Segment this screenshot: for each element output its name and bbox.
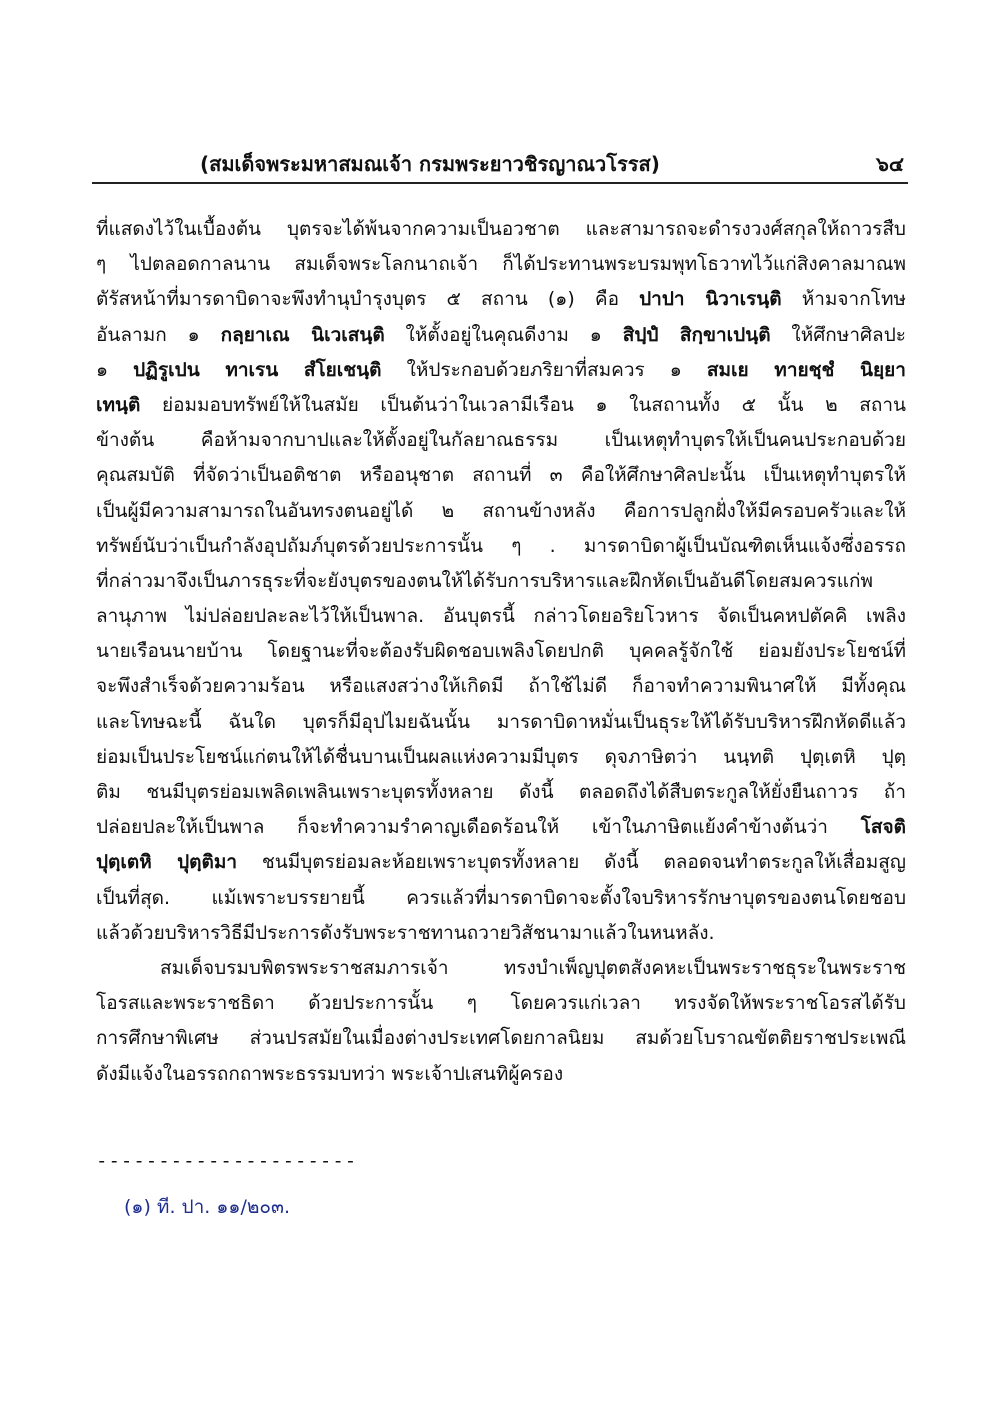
text-line [96, 881, 906, 916]
text-run: การศึกษาพิเศษ ส่วนปรสมัยในเมื่องต่างประเทศโดยกาลนิยม สมด้วยโบราณขัตติยราชประเพณี [96, 1027, 906, 1050]
text-run: ๑ [96, 358, 134, 381]
text-line [96, 212, 906, 247]
text-run: ย่อมมอบทรัพย์ให้ในสมัย เป็นต้นว่าในเวลามีเรือน ๑ ในสถานทั้ง ๕ นั้น ๒ สถาน [140, 393, 906, 416]
text-run: ข้างต้น คือห้ามจากบาปและให้ตั้งอยู่ในกัลยาณธรรม เป็นเหตุทำบุตรให้เป็นคนประกอบด้วย [96, 429, 906, 452]
text-line [96, 705, 906, 740]
text-run: ติม ชนมีบุตรย่อมเพลิดเพลินเพราะบุตรทั้งหลาย ดังนี้ ตลอดถึงได้สืบตระกูลให้ยั่งยืนถาวร ถ้า [96, 781, 906, 803]
text-line [96, 599, 906, 634]
text-line [96, 669, 906, 704]
text-line [96, 1021, 906, 1056]
text-run: ปล่อยปละให้เป็นพาล ก็จะทำความรำคาญเดือดร้อนให้ เข้าในภาษิตแย้งคำข้างต้นว่า [96, 816, 861, 839]
text-line [96, 740, 906, 775]
pali-term: ปาปา นิวาเรนฺติ [639, 288, 782, 311]
text-run: ให้ศึกษาศิลปะ [770, 323, 906, 346]
text-run: ที่กล่าวมาจึงเป็นภารธุระที่จะยังบุตรของตนให้ได้รับการบริหารและฝึกหัดเป็นอันดีโดยสมควรแก่พ [96, 569, 873, 592]
pali-term: ปฏิรูเปน ทาเรน สํโยเชนฺติ [133, 358, 382, 381]
text-run: เป็นที่สุด. แม้เพราะบรรยายนี้ ควรแล้วที่มารดาบิดาจะตั้งใจบริหารรักษาบุตรของตนโดยชอบ [96, 886, 906, 909]
body-text [96, 212, 906, 1092]
text-run: และโทษฉะนี้ ฉันใด บุตรก็มีอุปไมยฉันนั้น มารดาบิดาหมั่นเป็นธุระให้ได้รับบริหารฝึกหัดดีแล้ว [96, 710, 906, 733]
pali-term: สิปฺปํ สิกฺขาเปนฺติ [622, 323, 771, 346]
text-run: ย่อมเป็นประโยชน์แก่ตนให้ได้ชื่นบานเป็นผลแห่งความมีบุตร ดุจภาษิตว่า นนฺทติ ปุตฺเตหิ ปุตฺ [96, 745, 906, 768]
text-line [96, 634, 906, 669]
text-line [96, 986, 906, 1021]
pali-term: โสจติ [860, 816, 906, 839]
page-number: ๖๔ [876, 152, 904, 176]
page-header [92, 136, 908, 184]
text-run: แล้วด้วยบริหารวิธีมีประการดังรับพระราชทานถวายวิสัชนามาแล้วในหนหลัง. [96, 921, 715, 944]
text-run: ให้ประกอบด้วยภริยาที่สมควร ๑ [381, 358, 707, 381]
pali-term: ปุตฺเตหิ ปุตฺติมา [96, 851, 238, 874]
footnote: (๑) ที. ปา. ๑๑/๒๐๓. [124, 1196, 291, 1218]
text-run: จะพึงสำเร็จด้วยความร้อน หรือแสงสว่างให้เกิดมี ถ้าใช้ไม่ดี ก็อาจทำความพินาศให้ มีทั้งคุณ [96, 675, 906, 698]
text-line [96, 247, 906, 282]
text-run: ห้ามจากโทษ [781, 288, 906, 311]
text-run: สมเด็จบรมบพิตรพระราชสมภารเจ้า ทรงบำเพ็ญปุตตสังคหะเป็นพระราชธุระในพระราช [160, 956, 906, 979]
text-line [96, 423, 906, 458]
text-line [96, 388, 906, 423]
pali-term: เทนฺติ [96, 393, 141, 416]
text-line [96, 810, 906, 845]
text-line [96, 916, 906, 951]
text-line [96, 564, 906, 599]
text-run: ลานุภาพ ไม่ปล่อยปละละไว้ให้เป็นพาล. อันบุตรนี้ กล่าวโดยอริยโวหาร จัดเป็นคหปตัคคิ เพลิง [96, 605, 906, 628]
header-title: (สมเด็จพระมหาสมณเจ้า กรมพระยาวชิรญาณวโรรส) [200, 152, 660, 176]
text-run: อันลามก ๑ [96, 323, 221, 346]
text-run: ชนมีบุตรย่อมละห้อยเพราะบุตรทั้งหลาย ดังนี้ ตลอดจนทำตระกูลให้เสื่อมสูญ [237, 851, 906, 874]
text-line [96, 458, 906, 493]
text-run: ๆ ไปตลอดกาลนาน สมเด็จพระโลกนาถเจ้า ก็ได้ประทานพระบรมพุทโธวาทไว้แก่สิงคาลมาณพ [96, 253, 906, 276]
text-run: ตัรัสหน้าที่มารดาบิดาจะพึงทำนุบำรุงบุตร ๕ สถาน (๑) คือ [96, 288, 640, 311]
text-run: ให้ตั้งอยู่ในคุณดีงาม ๑ [384, 323, 623, 346]
text-run: โอรสและพระราชธิดา ด้วยประการนั้น ๆ โดยควรแก่เวลา ทรงจัดให้พระราชโอรสได้รับ [96, 992, 906, 1015]
text-line [96, 282, 906, 317]
text-run: นายเรือนนายบ้าน โดยฐานะที่จะต้องรับผิดชอบเพลิงโดยปกติ บุคคลรู้จักใช้ ย่อมยังประโยชน์ที่ [96, 640, 906, 663]
text-line [96, 845, 906, 880]
pali-term: กลฺยาเณ นิเวเสนฺติ [220, 323, 385, 346]
text-line [96, 775, 906, 810]
text-run: เป็นผู้มีความสามารถในอันทรงตนอยู่ได้ ๒ สถานข้างหลัง คือการปลูกฝั่งให้มีครอบครัวและให้ [96, 499, 906, 522]
footnote-separator: --------------------- [96, 1150, 358, 1172]
text-line [96, 1057, 906, 1092]
text-line [96, 318, 906, 353]
text-run: คุณสมบัติ ที่จัดว่าเป็นอติชาต หรืออนุชาต สถานที่ ๓ คือให้ศึกษาศิลปะนั้น เป็นเหตุทำบุตรให้ [96, 464, 906, 487]
text-run: ที่แสดงไว้ในเบื้องต้น บุตรจะได้พ้นจากความเป็นอวชาต และสามารถจะดำรงวงศ์สกุลให้ถาวรสืบ [96, 218, 906, 240]
text-line [96, 494, 906, 529]
text-line [96, 529, 906, 564]
text-run: ทรัพย์นับว่าเป็นกำลังอุปถัมภ์บุตรด้วยประการนั้น ๆ . มารดาบิดาผู้เป็นบัณฑิตเห็นแจ้งซึ่งอรรถ [96, 534, 906, 557]
text-run: ดังมีแจ้งในอรรถกถาพระธรรมบทว่า พระเจ้าปเสนทิผู้ครอง [96, 1062, 564, 1085]
text-line [96, 951, 906, 986]
pali-term: สมเย ทายชฺชํ นิยฺยา [706, 358, 906, 381]
text-line [96, 353, 906, 388]
